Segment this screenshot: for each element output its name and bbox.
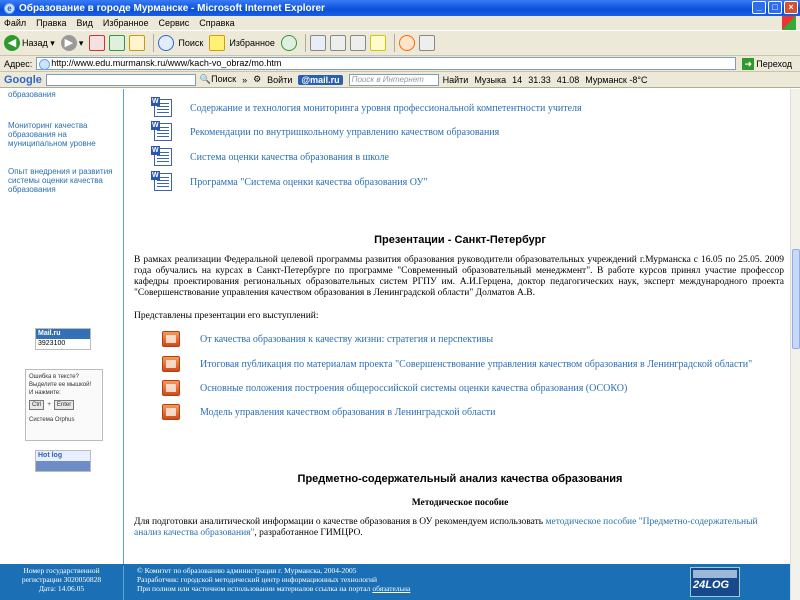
section-subtitle: Методическое пособие — [411, 498, 509, 508]
orphus-widget[interactable] — [25, 369, 103, 441]
messenger-icon[interactable] — [419, 35, 435, 51]
page-content — [0, 89, 790, 600]
mailru-logo[interactable]: @mail.ru — [298, 75, 342, 85]
plus-icon: + — [47, 402, 51, 408]
orphus-footer: Система Orphus — [29, 417, 75, 423]
section-title-analysis: Предметно-содержательный анализ качества образования — [297, 473, 623, 485]
mailru-counter-value: 3923100 — [38, 340, 66, 347]
section2-paragraph — [134, 517, 784, 539]
google-search-input[interactable] — [46, 74, 196, 86]
menu-tools[interactable]: Сервис — [158, 18, 190, 28]
list-item — [162, 331, 493, 347]
stop-icon[interactable] — [89, 35, 105, 51]
presentation-link-1[interactable]: От качества образования к качеству жизни: стратегия и перспективы — [200, 333, 494, 345]
at-sign-icon[interactable] — [399, 35, 415, 51]
window-title: Образование в городе Мурманске - Microsoft Internet Explorer — [19, 2, 325, 14]
edit-icon[interactable] — [350, 35, 366, 51]
minimize-button[interactable]: _ — [752, 1, 766, 14]
more-chevron-icon[interactable]: » — [242, 74, 248, 85]
footer-copyright-line3 — [137, 584, 637, 593]
address-bar — [0, 56, 800, 72]
music-button[interactable]: Музыка — [474, 74, 507, 85]
powerpoint-icon — [162, 380, 180, 396]
internet-search-input[interactable]: Поиск в Интернет — [349, 74, 439, 86]
24log-bar — [693, 570, 737, 578]
weather[interactable]: Мурманск -8°C — [585, 74, 648, 85]
google-logo[interactable]: Google — [4, 73, 42, 86]
word-document-icon — [154, 173, 172, 191]
manual-link[interactable]: методическое пособие "Предметно-содержательный анализ качества образования" — [134, 517, 758, 538]
back-arrow-icon: ◀ — [4, 35, 20, 51]
search-label: Поиск — [178, 38, 204, 48]
star-icon — [209, 35, 225, 51]
footer-reg-line1: Номер государственной — [23, 566, 100, 575]
forward-arrow-icon: ▶ — [61, 35, 77, 51]
vertical-scrollbar[interactable] — [790, 89, 800, 600]
left-sidebar — [0, 89, 124, 564]
footer-copyright-line1: © Комитет по образованию администрации г. Мурманска, 2004-2005 — [137, 566, 357, 575]
powerpoint-icon — [162, 404, 180, 420]
doc-link-2[interactable]: Рекомендации по внутришкольному управлению качеством образования — [190, 126, 500, 138]
list-item — [162, 404, 495, 420]
menu-view[interactable]: Вид — [76, 18, 93, 28]
footer-copyright — [137, 566, 637, 593]
doc-link-4[interactable]: Программа "Система оценки качества образования ОУ" — [190, 176, 428, 188]
orphus-line2: Выделите ее мышкой! — [29, 382, 92, 388]
orphus-keys — [29, 400, 99, 410]
back-button[interactable] — [4, 35, 55, 51]
orphus-line1: Ошибка в тексте? — [29, 374, 79, 380]
address-input[interactable]: http://www.edu.murmansk.ru/www/kach-vo_obraz/mo.htm — [36, 57, 736, 70]
presentation-link-2[interactable]: Итоговая публикация по материалам проекта "Совершенствование управления качеством образования в Ленинградской области" — [200, 358, 753, 370]
toolbar-separator — [153, 34, 154, 52]
list-item — [154, 173, 428, 191]
close-button[interactable]: × — [784, 1, 798, 14]
forward-button[interactable] — [61, 35, 84, 51]
footer-reg-line2: регистрации 3020050828 — [21, 575, 102, 584]
word-document-icon — [154, 123, 172, 141]
google-toolbar — [0, 72, 800, 88]
sidebar-item-experience[interactable]: Опыт внедрения и развития системы оценки качества образования — [8, 167, 113, 194]
footer-copyright-line2: Разработчик: городской методический центр информационных технологий — [137, 575, 378, 584]
presentation-link-4[interactable]: Модель управления качеством образования в Ленинградской области — [200, 406, 496, 418]
eur-rate[interactable]: 41.08 — [556, 74, 580, 85]
word-document-icon — [154, 148, 172, 166]
ie-icon: e — [4, 3, 15, 14]
find-button[interactable]: Найти — [442, 74, 469, 85]
doc-link-3[interactable]: Система оценки качества образования в школе — [190, 151, 389, 163]
hotlog-counter[interactable] — [35, 450, 91, 472]
toolbar-separator — [305, 34, 306, 52]
enter-key: Enter — [54, 400, 74, 410]
maximize-button[interactable]: □ — [768, 1, 782, 14]
footer — [0, 564, 790, 600]
powerpoint-icon — [162, 331, 180, 347]
list-item — [162, 380, 627, 396]
window-controls — [752, 1, 798, 14]
search-icon — [158, 35, 174, 51]
back-label: Назад — [22, 38, 48, 48]
list-item — [162, 356, 752, 372]
title-bar — [0, 0, 800, 16]
section-title-presentations: Презентации - Санкт-Петербург — [374, 234, 546, 246]
doc-link-1[interactable]: Содержание и технология мониторинга уровня профессиональной компетентности учителя — [190, 102, 582, 114]
section-intro: Представлены презентации его выступлений: — [134, 311, 319, 321]
go-arrow-icon: ➜ — [742, 58, 754, 70]
footer-line3-text: При полном или частичном использовании материалов ссылка на портал — [137, 584, 373, 593]
footer-reg-line3: Дата: 14.06.05 — [38, 584, 85, 593]
menu-favorites[interactable]: Избранное — [102, 18, 149, 28]
section2-text-before: Для подготовки аналитической информации о качестве образования в ОУ рекомендуем использовать — [134, 517, 546, 527]
chevron-down-icon: ▾ — [78, 37, 84, 48]
home-icon[interactable] — [129, 35, 145, 51]
sidebar-item-education[interactable]: образования — [8, 90, 56, 99]
mail-count[interactable]: 14 — [512, 74, 523, 85]
word-document-icon — [154, 99, 172, 117]
orphus-line3: И нажмите: — [29, 390, 61, 396]
menu-file[interactable]: Файл — [4, 18, 27, 28]
hotlog-bar — [36, 461, 90, 471]
menu-help[interactable]: Справка — [199, 18, 235, 28]
menu-edit[interactable]: Правка — [36, 18, 67, 28]
sidebar-item-monitoring[interactable]: Мониторинг качества образования на муниципальном уровне — [8, 121, 96, 148]
powerpoint-icon — [162, 356, 180, 372]
settings-icon[interactable]: ⚙ — [253, 74, 262, 84]
mailru-counter-header: Mail.ru — [36, 329, 90, 339]
google-search-button[interactable] — [200, 74, 236, 85]
note-icon[interactable] — [370, 35, 386, 51]
footer-registration — [0, 566, 124, 600]
presentation-link-3[interactable]: Основные положения построения общероссийской системы оценки качества образования (ОСОКО) — [200, 382, 628, 394]
search-button[interactable] — [158, 35, 203, 51]
menu-bar — [0, 16, 800, 30]
hotlog-header: Hot log — [38, 452, 63, 459]
refresh-icon[interactable] — [109, 35, 125, 51]
toolbar-separator — [394, 34, 395, 52]
usd-rate[interactable]: 31.33 — [528, 74, 551, 85]
24log-label: 24LOG — [693, 579, 730, 591]
footer-required-link[interactable]: обязательна — [372, 584, 411, 593]
toolbar — [0, 30, 800, 56]
favorites-label: Избранное — [229, 38, 275, 48]
windows-logo-icon — [782, 16, 796, 30]
google-search-label: Поиск — [211, 74, 237, 84]
search-icon: 🔍 — [199, 74, 212, 84]
list-item — [154, 148, 389, 166]
section-paragraph: В рамках реализации Федеральной целевой программы развития образования руководители образовательных учреждений г.Мурманска с 16.05 по 25.05. 2009 года обучались на курсах в Санкт-Петербурге по программе "Современный образовательный менеджмент". В работе курсов принял участие профессор кафедры проектирования региональных образовательных систем РГПУ им. А.И.Герцена, доктор педагогических наук, эксперт международного проекта "Совершенствование управления качеством образования в Ленинградской области" Долматов А.В. — [134, 255, 784, 298]
login-button[interactable]: Войти — [267, 74, 293, 85]
chevron-down-icon: ▾ — [47, 37, 55, 48]
address-label: Адрес: — [4, 58, 33, 69]
go-label: Переход — [756, 58, 793, 69]
print-icon[interactable] — [330, 35, 346, 51]
scrollbar-thumb[interactable] — [792, 249, 800, 349]
favorites-button[interactable] — [209, 35, 275, 51]
list-item — [154, 123, 499, 141]
section2-text-after: , разработанное ГИМЦРО. — [254, 528, 363, 538]
24log-counter[interactable] — [690, 567, 740, 597]
ctrl-key: Ctrl — [29, 400, 44, 410]
mail-icon[interactable] — [310, 35, 326, 51]
list-item — [154, 99, 582, 117]
mailru-counter[interactable] — [35, 328, 91, 350]
history-icon[interactable] — [281, 35, 297, 51]
main-content — [130, 89, 790, 564]
go-button[interactable] — [742, 58, 792, 70]
